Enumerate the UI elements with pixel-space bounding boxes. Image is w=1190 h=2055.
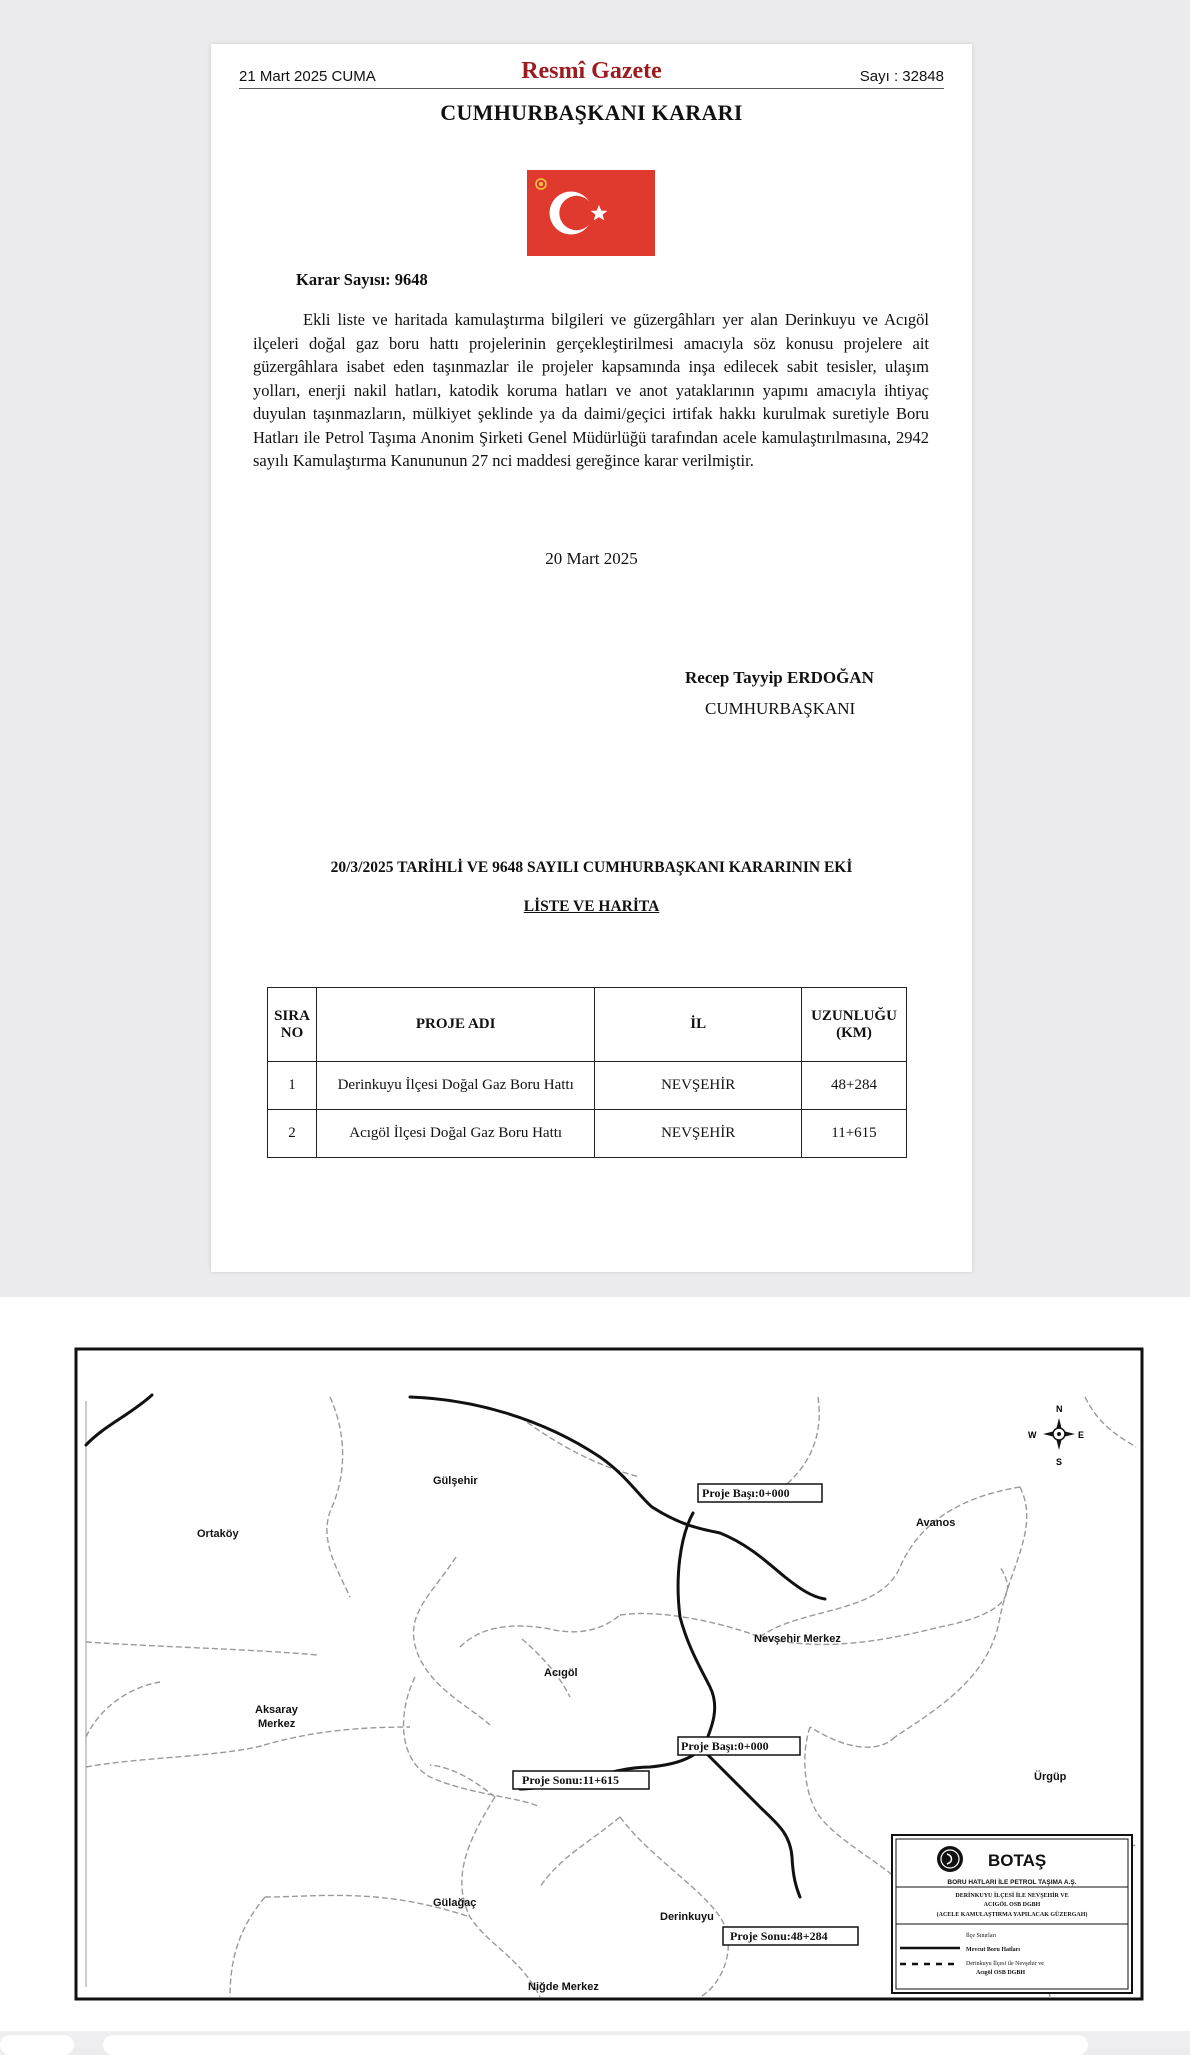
botas-logo-icon bbox=[937, 1846, 963, 1872]
gazette-page bbox=[211, 44, 972, 1272]
label-end-derinkuyu: Proje Sonu:48+284 bbox=[730, 1929, 828, 1943]
place-urgup: Ürgüp bbox=[1034, 1771, 1067, 1783]
legend-project-2: ACIGÖL OSB DGBH bbox=[983, 1902, 1041, 1908]
map-legend bbox=[892, 1835, 1132, 1993]
cell-length: 48+284 bbox=[801, 1062, 906, 1110]
place-avanos: Avanos bbox=[916, 1517, 956, 1529]
gazette-number: Sayı : 32848 bbox=[859, 68, 944, 85]
compass-w: W bbox=[1028, 1430, 1037, 1440]
cell-no: 1 bbox=[268, 1062, 317, 1110]
decision-number: Karar Sayısı: 9648 bbox=[296, 270, 428, 289]
place-acigol: Acıgöl bbox=[544, 1667, 578, 1679]
header-il: İL bbox=[595, 988, 802, 1062]
place-nigde: Niğde Merkez bbox=[528, 1981, 599, 1993]
legend-planned-1: Derinkuyu İlçesi ile Nevşehir ve bbox=[966, 1961, 1044, 1967]
legend-boundary: İlçe Sınırları bbox=[966, 1933, 997, 1939]
label-end-acigol: Proje Sonu:11+615 bbox=[522, 1773, 619, 1787]
compass-n: N bbox=[1056, 1404, 1063, 1414]
cell-length: 11+615 bbox=[801, 1110, 906, 1158]
label-start-derinkuyu: Proje Başı:0+000 bbox=[702, 1486, 790, 1500]
project-table bbox=[267, 987, 907, 1158]
header-uzunlugu: UZUNLUĞU (KM) bbox=[801, 988, 906, 1062]
place-aksaray: Aksaray bbox=[255, 1704, 298, 1716]
place-aksaray-merkez: Merkez bbox=[258, 1718, 296, 1730]
bottom-tab-left[interactable] bbox=[0, 2035, 74, 2055]
gazette-name: Resmî Gazete bbox=[521, 58, 662, 84]
signer-title: CUMHURBAŞKANI bbox=[705, 699, 856, 718]
legend-project-3: (ACELE KAMULAŞTIRMA YAPILACAK GÜZERGAH) bbox=[936, 1912, 1088, 1918]
header-proje-adi: PROJE ADI bbox=[316, 988, 594, 1062]
annex-title: 20/3/2025 TARİHLİ VE 9648 SAYILI CUMHURBAŞKANI KARARININ EKİ bbox=[330, 859, 853, 876]
legend-existing: Mevcut Boru Hatları bbox=[966, 1947, 1020, 1953]
gazette-date: 21 Mart 2025 CUMA bbox=[239, 68, 376, 85]
cell-no: 2 bbox=[268, 1110, 317, 1158]
annex-subtitle: LİSTE VE HARİTA bbox=[523, 898, 660, 915]
compass-s: S bbox=[1056, 1457, 1063, 1467]
turkish-flag-icon bbox=[527, 170, 655, 256]
decree-title: CUMHURBAŞKANI KARARI bbox=[440, 100, 743, 125]
gazette-header bbox=[239, 54, 944, 89]
legend-company: BOTAŞ bbox=[988, 1851, 1047, 1870]
place-gulagac: Gülağaç bbox=[433, 1897, 477, 1909]
cell-project: Derinkuyu İlçesi Doğal Gaz Boru Hattı bbox=[316, 1062, 594, 1110]
legend-company-full: BORU HATLARI İLE PETROL TAŞIMA A.Ş. bbox=[947, 1879, 1077, 1886]
cell-project: Acıgöl İlçesi Doğal Gaz Boru Hattı bbox=[316, 1110, 594, 1158]
place-gulsehir: Gülşehir bbox=[433, 1475, 478, 1487]
compass-e: E bbox=[1078, 1430, 1085, 1440]
cell-province: NEVŞEHİR bbox=[595, 1110, 802, 1158]
decree-body: Ekli liste ve haritada kamulaştırma bilgileri ve güzergâhları yer alan Derinkuyu ve Acıgöl ilçeleri doğal gaz boru hattı projelerinin gerçekleştirilmesi amacıyla söz konusu projelere ait güzergâhlara isabet eden taşınmazlar ile projeler kapsamında inşa edilecek sabit tesisler, ulaşım yolları, enerji nakil hatları, katodik koruma hatları ve anot yataklarının yapımı amacıyla ihtiyaç duyulan taşınmazların, mülkiyet şeklinde ya da daimi/geçici irtifak hakkı kurulmak suretiyle Boru Hatları ile Petrol Taşıma Anonim Şirketi Genel Müdürlüğü tarafından acele kamulaştırılmasına, 2942 sayılı Kamulaştırma Kanununun 27 nci maddesi gereğince karar verilmiştir. bbox=[253, 310, 929, 470]
bottom-tab-center[interactable] bbox=[103, 2035, 1088, 2055]
cell-province: NEVŞEHİR bbox=[595, 1062, 802, 1110]
header-sira-no: SIRA NO bbox=[268, 988, 317, 1062]
place-ortakoy: Ortaköy bbox=[197, 1528, 239, 1540]
label-start-acigol: Proje Başı:0+000 bbox=[681, 1739, 769, 1753]
legend-planned-2: Acıgöl OSB DGBH bbox=[976, 1970, 1026, 1976]
route-map bbox=[0, 1297, 1190, 2031]
signer-name: Recep Tayyip ERDOĞAN bbox=[685, 668, 874, 687]
table-row bbox=[268, 1062, 907, 1110]
table-row bbox=[268, 1110, 907, 1158]
place-derinkuyu: Derinkuyu bbox=[660, 1911, 714, 1923]
legend-project-1: DERİNKUYU İLÇESİ İLE NEVŞEHİR VE bbox=[955, 1893, 1069, 1899]
table-header-row bbox=[268, 988, 907, 1062]
place-nevsehir: Nevşehir Merkez bbox=[754, 1633, 841, 1645]
decree-date: 20 Mart 2025 bbox=[545, 549, 638, 568]
